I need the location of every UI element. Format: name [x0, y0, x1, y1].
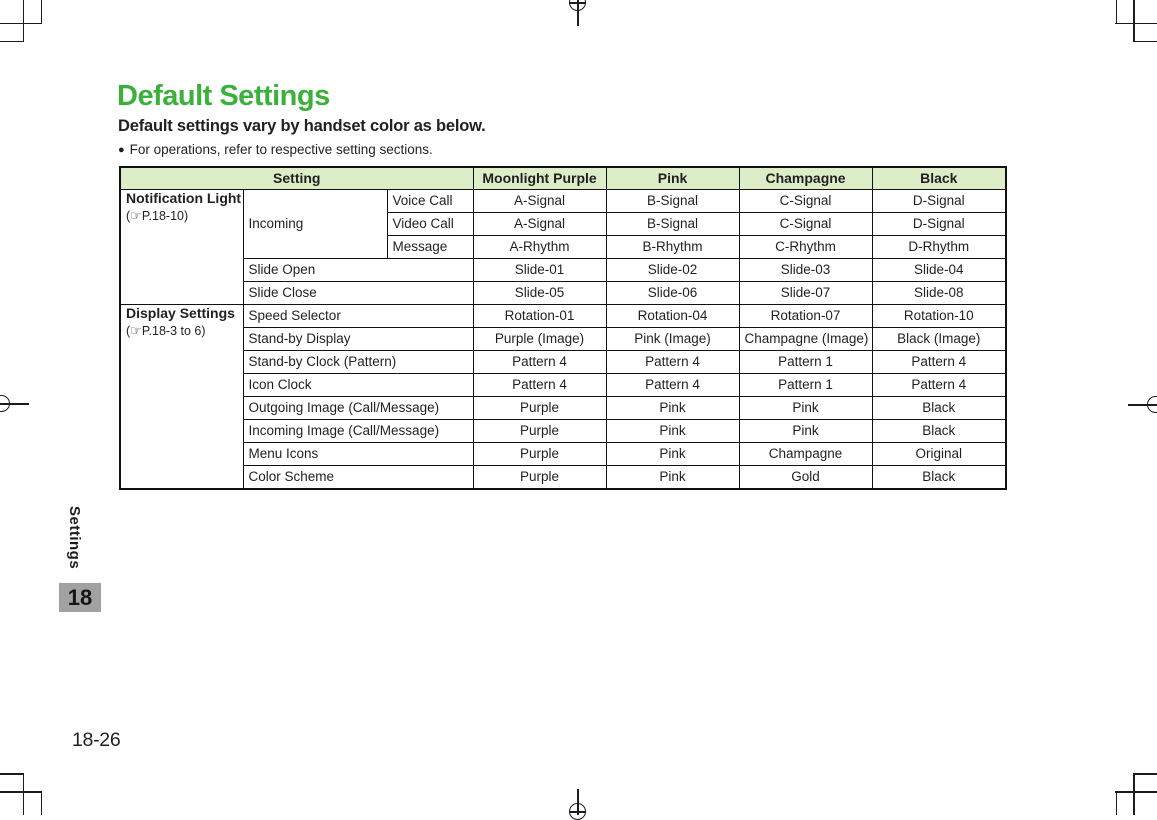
setting-value: Pink	[606, 397, 739, 420]
setting-name: Stand-by Display	[243, 328, 473, 351]
registration-mark-top-center	[569, 2, 586, 4]
setting-value: Pattern 4	[473, 351, 606, 374]
setting-value: Black (Image)	[872, 328, 1006, 351]
setting-value: Pink	[739, 420, 872, 443]
registration-mark-top-center	[577, 0, 579, 26]
setting-name: Video Call	[387, 213, 473, 236]
column-header-black: Black	[872, 167, 1006, 190]
table-row	[120, 420, 1006, 443]
setting-value: Rotation-10	[872, 305, 1006, 328]
crop-mark-top-left	[41, 0, 43, 24]
setting-value: Slide-08	[872, 282, 1006, 305]
setting-value: Pink	[606, 420, 739, 443]
setting-name: Icon Clock	[243, 374, 473, 397]
setting-value: D-Signal	[872, 190, 1006, 213]
setting-value: Pink (Image)	[606, 328, 739, 351]
setting-value: C-Signal	[739, 213, 872, 236]
setting-value: Slide-07	[739, 282, 872, 305]
setting-value: Purple	[473, 443, 606, 466]
setting-value: Original	[872, 443, 1006, 466]
setting-value: Slide-02	[606, 259, 739, 282]
default-settings-table	[119, 166, 1007, 490]
setting-value: Pattern 1	[739, 351, 872, 374]
setting-value: D-Rhythm	[872, 236, 1006, 259]
setting-value: Slide-03	[739, 259, 872, 282]
page-note	[118, 142, 433, 157]
setting-name: Message	[387, 236, 473, 259]
setting-value: Pattern 1	[739, 374, 872, 397]
setting-value: Purple	[473, 466, 606, 490]
setting-value: Pattern 4	[872, 351, 1006, 374]
setting-name: Color Scheme	[243, 466, 473, 490]
table-row	[120, 190, 1006, 213]
setting-value: Rotation-07	[739, 305, 872, 328]
registration-mark-bottom-center	[569, 811, 586, 813]
setting-value: D-Signal	[872, 213, 1006, 236]
setting-value: Pattern 4	[473, 374, 606, 397]
setting-value: A-Rhythm	[473, 236, 606, 259]
table-row	[120, 351, 1006, 374]
column-header-moonlight-purple: Moonlight Purple	[473, 167, 606, 190]
page-number: 18-26	[72, 729, 121, 751]
setting-value: B-Rhythm	[606, 236, 739, 259]
pointing-hand-icon: ☞	[130, 322, 142, 338]
group-label: Display Settings	[126, 305, 235, 321]
setting-value: Slide-01	[473, 259, 606, 282]
setting-value: Rotation-01	[473, 305, 606, 328]
pointing-hand-icon: ☞	[130, 207, 142, 223]
setting-value: Black	[872, 466, 1006, 490]
group-label: Notification Light	[126, 190, 242, 206]
crop-mark-top-right	[1133, 0, 1135, 42]
setting-value: Champagne (Image)	[739, 328, 872, 351]
setting-value: C-Rhythm	[739, 236, 872, 259]
setting-value: Pattern 4	[872, 374, 1006, 397]
setting-name: Slide Open	[243, 259, 473, 282]
setting-value: A-Signal	[473, 190, 606, 213]
page-subtitle: Default settings vary by handset color as below.	[118, 117, 486, 135]
setting-value: B-Signal	[606, 213, 739, 236]
crop-mark-top-right	[1115, 23, 1157, 25]
setting-value: Black	[872, 420, 1006, 443]
column-header-setting: Setting	[120, 167, 473, 190]
setting-name: Voice Call	[387, 190, 473, 213]
table-header-row	[120, 167, 1006, 190]
crop-mark-bottom-left	[23, 773, 25, 815]
crop-mark-top-left	[0, 41, 24, 43]
crop-mark-bottom-right	[1115, 791, 1157, 793]
crop-mark-bottom-left	[0, 791, 42, 793]
crop-mark-top-right	[1133, 41, 1157, 43]
page-title: Default Settings	[117, 80, 330, 112]
setting-value: Slide-06	[606, 282, 739, 305]
table-row	[120, 259, 1006, 282]
crop-mark-top-left	[0, 23, 42, 25]
incoming-cell: Incoming	[243, 190, 387, 259]
column-header-pink: Pink	[606, 167, 739, 190]
table-row	[120, 282, 1006, 305]
table-row	[120, 466, 1006, 490]
setting-name: Slide Close	[243, 282, 473, 305]
column-header-champagne: Champagne	[739, 167, 872, 190]
setting-value: Pink	[606, 443, 739, 466]
setting-name: Outgoing Image (Call/Message)	[243, 397, 473, 420]
setting-name: Stand-by Clock (Pattern)	[243, 351, 473, 374]
table-row	[120, 305, 1006, 328]
setting-value: Gold	[739, 466, 872, 490]
chapter-number-tab: 18	[59, 583, 101, 612]
setting-value: Pink	[606, 466, 739, 490]
crop-mark-bottom-right	[1133, 773, 1135, 815]
setting-value: Purple	[473, 397, 606, 420]
setting-value: Pink	[739, 397, 872, 420]
setting-value: Champagne	[739, 443, 872, 466]
setting-value: Rotation-04	[606, 305, 739, 328]
setting-value: Slide-04	[872, 259, 1006, 282]
crop-mark-bottom-right	[1116, 791, 1118, 815]
group-ref: (☞P.18-3 to 6)	[126, 322, 206, 338]
group-ref: (☞P.18-10)	[126, 207, 189, 223]
setting-name: Menu Icons	[243, 443, 473, 466]
setting-value: C-Signal	[739, 190, 872, 213]
crop-mark-top-left	[23, 0, 25, 42]
registration-mark-left-middle	[0, 403, 29, 405]
setting-value: Purple (Image)	[473, 328, 606, 351]
crop-mark-bottom-left	[0, 773, 24, 775]
table-row	[120, 328, 1006, 351]
chapter-sidebar-label: Settings	[66, 506, 83, 570]
setting-name: Speed Selector	[243, 305, 473, 328]
setting-value: Slide-05	[473, 282, 606, 305]
setting-value: A-Signal	[473, 213, 606, 236]
setting-value: B-Signal	[606, 190, 739, 213]
bullet-icon: ●	[118, 144, 125, 156]
setting-value: Black	[872, 397, 1006, 420]
table-row	[120, 374, 1006, 397]
crop-mark-bottom-left	[41, 791, 43, 815]
table-row	[120, 443, 1006, 466]
group-cell-display-settings	[120, 305, 243, 490]
setting-value: Purple	[473, 420, 606, 443]
setting-value: Pattern 4	[606, 351, 739, 374]
registration-mark-right-middle	[1128, 404, 1157, 406]
setting-value: Pattern 4	[606, 374, 739, 397]
crop-mark-top-right	[1116, 0, 1118, 24]
group-cell-notification-light	[120, 190, 243, 305]
page-note-text: For operations, refer to respective setting sections.	[129, 142, 433, 157]
table-row	[120, 397, 1006, 420]
crop-mark-bottom-right	[1133, 773, 1157, 775]
setting-name: Incoming Image (Call/Message)	[243, 420, 473, 443]
